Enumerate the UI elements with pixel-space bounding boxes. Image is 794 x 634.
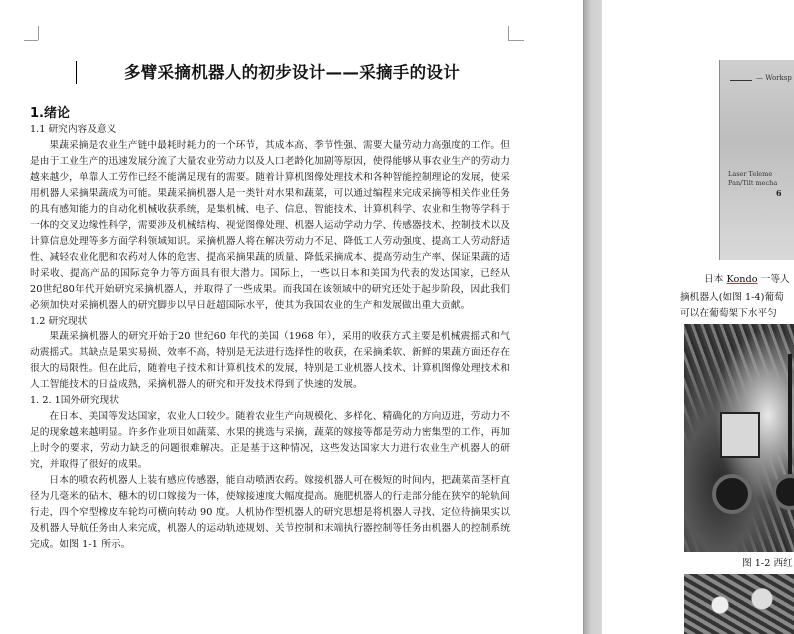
right-page-line-2: 摘机器人(如图 1-4)葡萄 (680, 292, 784, 303)
photo-robot-pole (788, 354, 792, 474)
page-gutter (584, 0, 602, 634)
figure-label-laser: Laser Teleme Pan/Tilt mecha (728, 170, 778, 187)
paragraph-1-2-1-a: 在日本、美国等发达国家，农业人口较少。随着农业生产向规模化、多样化、精确化的方向迈进，劳动力不足的现象越来越明显。许多作业项目如蔬菜、水果的挑选与采摘，蔬菜的嫁接等都是劳动力密集型的工作，再加上时令的要求，劳动力缺乏的问题很难解决。正是基于这种情况，这些发达国家大力进行农业生产机器人的研究，并取得了很好的成果。 (30, 410, 510, 470)
right-page-line-1 (704, 272, 794, 288)
photo-robot-wheel-2 (772, 474, 794, 510)
figure-laser-telemeter (719, 60, 794, 260)
right-line-1-underlined: Kondo (726, 274, 758, 285)
subsection-heading-1-2-1: 1. 2. 1国外研究现状 (30, 395, 119, 407)
section-heading-1: 1.绪论 (30, 106, 70, 121)
figure-label-workspace: — Worksp (756, 74, 792, 82)
figure-label-number: 6 (776, 188, 782, 198)
document-title-text: 多臂采摘机器人的初步设计——采摘手的设计 (124, 63, 460, 82)
paragraph-1-2: 果蔬采摘机器人的研究开始于20 世纪60 年代的美国（1968 年），采用的收获方式主要是机械震摇式和气动震摇式。其缺点是果实易损、效率不高，特别是无法进行选择性的收获，在采摘柔软、新鲜的果蔬方面还存在很大的局限性。但在此后，随着电子技术和计算机技术的发展，特别是工业机器人技术、计算机图像处理技术和人工智能技术的日益成熟，采摘机器人的研究和开发技术得到了快速的发展。 (30, 331, 510, 391)
crop-mark-top-right-horizontal (508, 40, 524, 41)
figure-caption: 图 1-2 西红 (742, 558, 793, 569)
document-page-right (602, 0, 794, 634)
figure-photo-fruit (684, 574, 794, 634)
crop-mark-top-left-horizontal (24, 40, 38, 41)
photo-robot-wheel (712, 474, 752, 514)
right-line-1-prefix: 日本 (704, 274, 727, 285)
text-cursor (76, 61, 77, 84)
paragraph-1-1: 果蔬采摘是农业生产链中最耗时耗力的一个环节，其成本高、季节性强、需要大量劳动力高强度的工作。但是由于工业生产的迅速发展分流了大量农业劳动力以及人口老龄化加剧等原因，使得能够从事农业生产的劳动力越来越少，单靠人工劳作已经不能满足现有的需要。随着计算机图像处理技术和各种智能控制理论的发展，使采用机器人采摘果蔬成为可能。果蔬采摘机器人是一类针对水果和蔬菜，可以通过编程来完成采摘等相关作业任务的具有感知能力的自动化机械收获系统，是集机械、电子、信息、智能技术、计算机科学、农业和生物等学科于一体的交叉边缘性科学，需要涉及机械结构、视觉图像处理、机器人运动学动力学、传感器技术、控制技术以及计算信息处理等多方面学科领域知识。采摘机器人将在解决劳动力不足、降低工人劳动强度、提高工人劳动舒适性、减轻农业化肥和农药对人体的危害、提高采摘果蔬的质量、降低采摘成本、提高劳动生产率、保证果蔬的适时采收、提高产品的国际竞争力等方面具有很大潜力。国际上，一些以日本和美国为代表的发达国家，已经从20世纪80年代开始研究采摘机器人，并取得了一些成果。而我国在该领域中的研究还处于起步阶段，因此我们必须加快对采摘机器人的研究脚步以早日赶超国际水平，使其为我国农业的生产和发展做出重大贡献。 (30, 139, 510, 311)
crop-mark-top-right-vertical (508, 26, 509, 40)
photo-robot-box (720, 412, 760, 458)
page-content[interactable] (30, 60, 510, 553)
paragraph-1-2-1-b: 日本的喷农药机器人上装有感应传感器，能自动喷洒农药。嫁接机器人可在极短的时间内，把蔬菜苗茎杆直径为几毫米的砧木、穗木的切口嫁接为一体，使嫁接速度大幅度提高。施肥机器人的行走部分能在狭窄的轮轨间行走，四个窄型橡皮车轮均可横向转动 90 度。人机协作型机器人的研究思想是将机器人寻找、定位待摘果实以及机器人导航任务由人来完成，机器人的运动轨迹规划、关节控制和末端执行器控制等任务由机器人的控制系统完成。如图 1-1 所示。 (30, 474, 510, 550)
document-title[interactable] (30, 60, 510, 86)
figure-leader-line (730, 80, 752, 81)
figure-photo-robot (684, 324, 794, 552)
right-page-line-3: 可以在葡萄架下水平匀 (680, 308, 777, 319)
right-line-1-suffix: 一等人 (757, 274, 790, 285)
subsection-heading-1-2: 1.2 研究现状 (30, 315, 88, 327)
subsection-heading-1-1: 1.1 研究内容及意义 (30, 124, 117, 135)
crop-mark-top-left-vertical (38, 26, 39, 40)
